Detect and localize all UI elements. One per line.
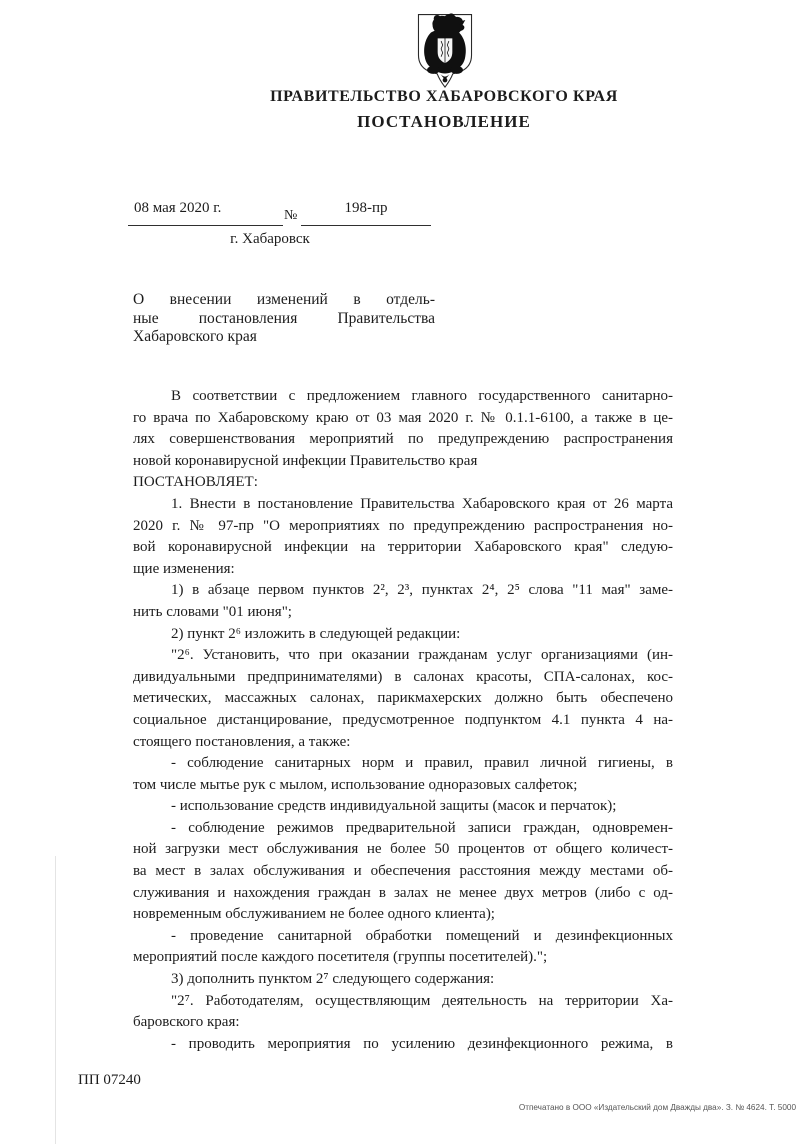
body-line: го врача по Хабаровскому краю от 03 мая 2020 г. № 0.1.1-6100, а также в це- (133, 409, 673, 426)
subject-line: Хабаровского края (133, 328, 257, 345)
place-name: г. Хабаровск (230, 231, 310, 247)
body-line: стоящего постановления, а также: (133, 733, 351, 750)
body-line: нить словами "01 июня"; (133, 603, 292, 620)
body-line: "2⁶. Установить, что при оказании гражданам услуг организациями (ин- (171, 647, 673, 664)
document-number: 198-пр (301, 200, 431, 226)
subject-line: ные постановления Правительства (133, 309, 435, 327)
body-line: В соответствии с предложением главного государственного санитарно- (171, 388, 673, 404)
body-line: 1. Внести в постановление Правительства Хабаровского края от 26 марта (171, 495, 673, 512)
body-line: "2⁷. Работодателям, осуществляющим деятельность на территории Ха- (171, 992, 673, 1009)
body-line: - проводить мероприятия по усилению дезинфекционного режима, в (171, 1035, 673, 1052)
body-line: служивания и нахождения граждан в залах не менее двух метров (либо с од- (133, 884, 673, 901)
document-subject (133, 291, 435, 347)
body-line: ной загрузки мест обслуживания не более 50 процентов от общего количест- (133, 841, 673, 858)
body-line: - проведение санитарной обработки помещений и дезинфекционных (171, 927, 673, 944)
body-line: 1) в абзаце первом пунктов 2², 2³, пунктах 2⁴, 2⁵ слова "11 мая" заме- (171, 582, 673, 599)
body-line: 2) пункт 2⁶ изложить в следующей редакции: (171, 625, 461, 642)
body-line: ва мест в залах обслуживания и обеспечения расстояния между местами об- (133, 863, 673, 880)
body-line: социальное дистанцирование, предусмотренное подпунктом 4.1 пункта 4 на- (133, 711, 673, 728)
body-line: - соблюдение санитарных норм и правил, правил личной гигиены, в (171, 755, 673, 772)
body-line: 2020 г. № 97-пр "О мероприятиях по предупреждению распространения но- (133, 517, 673, 534)
body-line: вой коронавирусной инфекции на территории Хабаровского края" следую- (133, 539, 673, 556)
document-body (133, 386, 673, 1055)
printer-note: Отпечатано в ООО «Издательский дом Дважды два». З. № 4624. Т. 5000 (518, 1103, 796, 1112)
subject-line: О внесении изменений в отдель- (133, 291, 435, 308)
coat-of-arms-icon (406, 10, 484, 94)
body-line: новой коронавирусной инфекции Правительство края (133, 452, 478, 469)
body-line: лях совершенствования мероприятий по предупреждению распространения (133, 431, 673, 448)
body-line: новременным обслуживанием не более одного клиента); (133, 906, 495, 923)
body-line: щие изменения: (133, 560, 235, 577)
number-sign: № (284, 208, 298, 223)
body-line: - соблюдение режимов предварительной записи граждан, одновремен- (171, 819, 673, 836)
document-type: ПОСТАНОВЛЕНИЕ (357, 112, 531, 131)
body-line: баровского края: (133, 1014, 240, 1031)
scan-artifact-line (55, 856, 56, 1144)
body-line: ПОСТАНОВЛЯЕТ: (133, 474, 258, 491)
body-line: дивидуальными предпринимателями) в салонах красоты, СПА-салонах, кос- (133, 668, 673, 685)
body-line: 3) дополнить пунктом 2⁷ следующего содержания: (171, 971, 495, 988)
blank-number: ПП 07240 (78, 1072, 141, 1088)
body-line: - использование средств индивидуальной защиты (масок и перчаток); (171, 798, 617, 815)
organization-name: ПРАВИТЕЛЬСТВО ХАБАРОВСКОГО КРАЯ (270, 88, 618, 105)
body-line: метических, массажных салонах, парикмахерских должно быть обеспечено (133, 690, 673, 707)
document-date: 08 мая 2020 г. (128, 200, 283, 226)
body-line: мероприятий после каждого посетителя (группы посетителей)."; (133, 949, 548, 966)
body-line: том числе мытье рук с мылом, использование одноразовых салфеток; (133, 776, 578, 793)
